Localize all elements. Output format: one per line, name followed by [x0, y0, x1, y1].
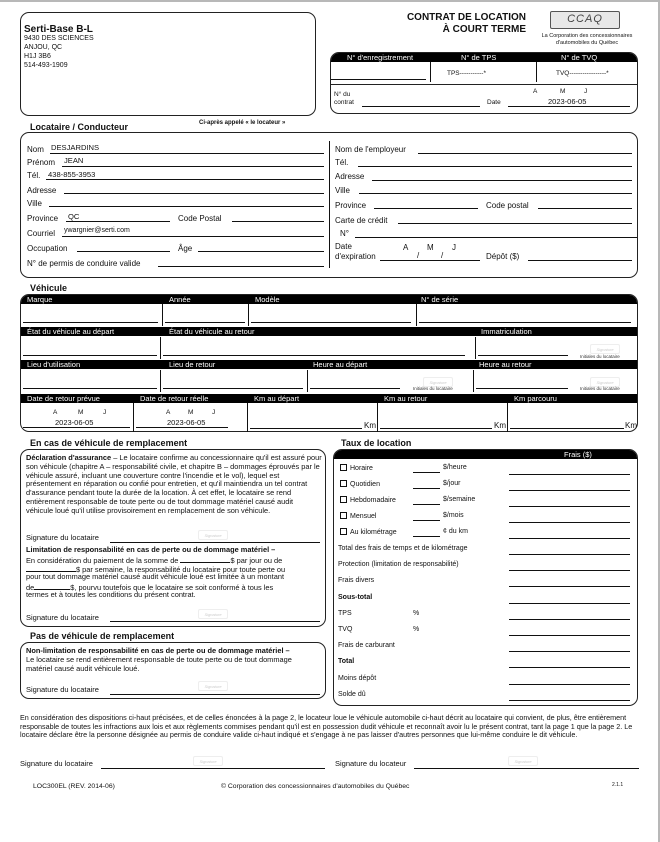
header-registration: N° d'enregistrement	[347, 53, 414, 62]
date-a: A	[53, 409, 58, 416]
tel-field[interactable]	[46, 179, 324, 180]
rate-checkbox[interactable]	[340, 512, 347, 519]
heure-depart-field[interactable]	[310, 388, 400, 389]
limitation-line-3: pour tout dommage matériel causé audit véhicule loué est limitée à un montant	[26, 572, 284, 581]
age-label: Âge	[178, 244, 193, 253]
total-fee-field[interactable]	[509, 619, 630, 620]
total-fee-field[interactable]	[509, 700, 630, 701]
immatriculation-field[interactable]	[478, 355, 568, 356]
credit-card-label: Carte de crédit	[335, 216, 388, 225]
no-replacement-section-title: Pas de véhicule de remplacement	[30, 631, 175, 641]
limitation-line-5: termes et à toutes les conditions du présent contrat.	[26, 590, 196, 599]
date-prevue-field	[23, 427, 130, 428]
date-reelle-field	[136, 427, 228, 428]
col-marque: Marque	[27, 295, 53, 304]
date-label: Date	[487, 99, 501, 106]
title-line-2: À COURT TERME	[442, 24, 526, 35]
signature-field[interactable]	[110, 694, 320, 695]
col-modele: Modèle	[255, 295, 280, 304]
fees-header-label: Frais ($)	[564, 450, 592, 459]
dealer-city: ANJOU, QC	[24, 44, 63, 51]
date-reelle-value[interactable]: 2023-06-05	[167, 418, 206, 427]
employer-name-label: Nom de l'employeur	[335, 145, 406, 154]
fee-field[interactable]	[509, 474, 630, 475]
age-field[interactable]	[198, 251, 324, 252]
tel-label: Tél.	[27, 171, 41, 180]
etat-depart-field[interactable]	[23, 355, 157, 356]
vehicle-header-row-4	[21, 394, 637, 403]
col-immatriculation: Immatriculation	[481, 327, 532, 336]
insurance-declaration-text: – Le locataire confirme au concessionnaire qu'il est assuré pour son véhicule (chapitre A – responsabilité civile, et chapitre B – dommages éprouvés par le véhicule assuré, incluant une couverture contre l'incendie et le vol), lequel est présentement en réparation ou confié pour entretien, et qu'il maintiendra un tel contrat d'assurance pendant toute la durée de la location. À cet effet, le locataire se rend entièrement responsable de toute perte ou de tout dommage matériel causé audit véhicule loué qu'il utilise provisoirement en remplacement de son véhicule.	[26, 453, 322, 515]
col-lieu-retour: Lieu de retour	[169, 360, 216, 369]
modele-field[interactable]	[251, 322, 411, 323]
card-no-field[interactable]	[355, 237, 637, 238]
col-etat-retour: État du véhicule au retour	[169, 327, 255, 336]
vehicle-box	[20, 294, 638, 432]
divider	[536, 62, 537, 82]
col-date-prevue: Date de retour prévue	[27, 394, 100, 403]
vehicle-header-row-2	[21, 327, 637, 336]
rate-checkbox[interactable]	[340, 480, 347, 487]
rate-amount-field[interactable]	[413, 504, 440, 505]
registration-box	[330, 52, 638, 114]
rate-unit: $/mois	[443, 512, 464, 519]
km-unit: Km	[625, 421, 637, 430]
depot-field[interactable]	[528, 260, 632, 261]
vehicle-header-row-3	[21, 360, 637, 369]
province-field[interactable]	[66, 221, 170, 222]
date-field	[508, 106, 630, 107]
signature-locateur-label: Signature du locateur	[335, 759, 407, 768]
employer-code-postal-label: Code postal	[486, 201, 529, 210]
rate-label: Quotidien	[350, 481, 380, 488]
occupation-field[interactable]	[77, 251, 170, 252]
non-limitation-title: Non-limitation de responsabilité en cas de perte ou de dommage matériel –	[26, 646, 290, 655]
fees-header	[334, 450, 637, 459]
rate-checkbox[interactable]	[340, 464, 347, 471]
credit-card-field[interactable]	[398, 223, 632, 224]
rate-amount-field[interactable]	[413, 536, 440, 537]
date-prevue-value[interactable]: 2023-06-05	[55, 418, 94, 427]
col-etat-depart: État du véhicule au départ	[27, 327, 115, 336]
signature-placeholder: Signature	[193, 756, 223, 766]
weekly-amount-field[interactable]	[26, 564, 76, 572]
heure-retour-field[interactable]	[476, 388, 568, 389]
registration-field[interactable]	[331, 79, 426, 80]
exp-slash: /	[417, 251, 420, 260]
employer-code-postal-field[interactable]	[538, 208, 632, 209]
nom-field[interactable]	[50, 153, 324, 154]
label-line: Date	[335, 242, 352, 251]
exp-a: A	[403, 243, 409, 252]
permis-label: N° de permis de conduire valide	[27, 259, 141, 268]
rate-amount-field[interactable]	[413, 488, 440, 489]
ville-field[interactable]	[49, 206, 324, 207]
km-retour-field[interactable]	[380, 428, 492, 429]
rate-unit: ¢ du km	[443, 528, 468, 535]
title-line-1: CONTRAT DE LOCATION	[406, 12, 526, 23]
percent-sign: %	[413, 609, 420, 617]
nom-value[interactable]: DESJARDINS	[51, 143, 100, 152]
tenant-note: Ci-après appelé « le locateur »	[199, 120, 286, 126]
courriel-field[interactable]	[62, 236, 324, 237]
col-km-retour: Km au retour	[384, 394, 428, 403]
divider	[416, 304, 417, 326]
date-m: M	[188, 409, 194, 416]
signature-label: Signature du locataire	[26, 533, 99, 542]
rate-unit: $/jour	[443, 480, 461, 487]
total-row-label: Total des frais de temps et de kilométrage	[338, 545, 468, 552]
total-row-label: Sous-total	[338, 593, 373, 601]
total-fee-field[interactable]	[509, 667, 630, 668]
text: $ par semaine, la responsabilité du locataire pour toute perte ou	[76, 565, 286, 574]
expiration-field[interactable]	[380, 260, 480, 261]
tps-number[interactable]: TPS-----------*	[447, 70, 486, 77]
dealer-address: 9430 DES SCIENCES	[24, 35, 94, 42]
col-lieu-utilisation: Lieu d'utilisation	[27, 360, 81, 369]
daily-amount-field[interactable]	[180, 555, 230, 563]
total-row-label: Frais de carburant	[338, 642, 395, 650]
km-unit: Km	[364, 421, 376, 430]
signature-placeholder: Signature	[198, 609, 228, 619]
ccaq-logo	[550, 11, 620, 29]
org-line-2: d'automobiles du Québec	[555, 40, 619, 46]
total-fee-field[interactable]	[509, 603, 630, 604]
col-date-reelle: Date de retour réelle	[140, 394, 209, 403]
limitation-title: Limitation de responsabilité en cas de perte ou de dommage matériel –	[26, 545, 276, 554]
text: de	[26, 583, 35, 592]
divider	[247, 403, 248, 432]
depot-label: Dépôt ($)	[486, 252, 520, 261]
col-annee: Année	[169, 295, 191, 304]
signature-field[interactable]	[110, 542, 320, 543]
rate-amount-field[interactable]	[413, 520, 440, 521]
total-fee-field[interactable]	[509, 570, 630, 571]
km-depart-field[interactable]	[250, 428, 362, 429]
text: En considération du paiement de la somme de	[26, 556, 179, 565]
divider	[331, 84, 638, 85]
adresse-label: Adresse	[27, 186, 57, 195]
signature-placeholder: Signature	[423, 377, 453, 387]
total-fee-field[interactable]	[509, 586, 630, 587]
col-serie: N° de série	[421, 295, 459, 304]
insurance-declaration	[26, 454, 322, 516]
divider	[430, 62, 431, 82]
total-fee-field[interactable]	[509, 554, 630, 555]
legal-text: En considération des dispositions ci-haut précisées, et de celles énoncées à la page 2, le locateur loue le véhicule automobile ci-haut décrit au locataire qui convient, de plus, être entièrement responsable de toutes les infractions aux lois et aux règlements commises pendant qu'il est en possession dudit véhicule et reconnaît avoir lu le présent contrat, tant la page 1 que la page 2. Le locataire déclare être la personne désignée au permis de conduire valide ci-haut indiqué et s'engage à ne pas laisser d'autres personnes que lui-même conduire le dit véhicule.	[20, 713, 633, 740]
tel-value[interactable]: 438-855-3953	[48, 170, 96, 179]
date-j: J	[584, 88, 588, 95]
vehicle-section-title: Véhicule	[30, 283, 68, 293]
divider	[329, 141, 330, 268]
dealer-postal: H1J 3B6	[24, 53, 51, 60]
rate-unit: $/semaine	[443, 496, 476, 503]
header-tps: N° de TPS	[461, 53, 497, 62]
employer-province-field[interactable]	[374, 208, 478, 209]
nom-label: Nom	[27, 145, 44, 154]
rate-label: Au kilométrage	[350, 529, 397, 536]
prenom-field[interactable]	[62, 166, 324, 167]
divider	[162, 304, 163, 326]
rate-checkbox[interactable]	[340, 496, 347, 503]
courriel-value[interactable]: ywargnier@serti.com	[64, 227, 130, 234]
divider	[377, 403, 378, 432]
total-row-label: TPS	[338, 609, 352, 617]
col-km-depart: Km au départ	[254, 394, 300, 403]
label-line: d'expiration	[335, 252, 376, 261]
signature-field[interactable]	[110, 621, 320, 622]
vehicle-header-row-1	[21, 295, 637, 304]
signature-placeholder: Signature	[590, 377, 620, 387]
date-j: J	[103, 409, 107, 416]
dealer-phone: 514-493-1909	[24, 62, 68, 69]
signature-placeholder: Signature	[198, 530, 228, 540]
province-label: Province	[27, 214, 59, 223]
divider	[507, 403, 508, 432]
code-postal-label: Code Postal	[178, 214, 222, 223]
divider	[133, 403, 134, 432]
divider	[307, 370, 308, 392]
annee-field[interactable]	[165, 322, 245, 323]
courriel-label: Courriel	[27, 229, 56, 238]
code-postal-field[interactable]	[232, 221, 324, 222]
signature-locataire-field[interactable]	[101, 768, 325, 769]
initials-label: Initiales du locataire	[580, 386, 620, 391]
org-name	[532, 33, 642, 47]
signature-locateur-field[interactable]	[414, 768, 639, 769]
copyright: © Corporation des concessionnaires d'automobiles du Québec	[221, 783, 410, 790]
km-parcouru-field[interactable]	[510, 428, 624, 429]
total-fee-field[interactable]	[509, 684, 630, 685]
date-a: A	[166, 409, 171, 416]
date-j: J	[212, 409, 216, 416]
total-fee-field[interactable]	[509, 651, 630, 652]
col-km-parcouru: Km parcouru	[514, 394, 557, 403]
total-row-label: Frais divers	[338, 577, 375, 585]
rate-label: Horaire	[350, 465, 373, 472]
rate-label: Hebdomadaire	[350, 497, 396, 504]
percent-sign: %	[413, 626, 420, 633]
contract-date[interactable]: 2023-06-05	[548, 97, 587, 106]
employer-ville-field[interactable]	[359, 193, 632, 194]
expiration-label	[335, 242, 376, 262]
contract-no-label	[334, 91, 354, 107]
signature-placeholder: Signature	[198, 681, 228, 691]
permis-field[interactable]	[158, 266, 324, 267]
divider	[248, 304, 249, 326]
total-row-label: Solde dû	[338, 690, 366, 698]
date-m: M	[560, 88, 566, 95]
org-line-1: La Corporation des concessionnaires	[541, 33, 633, 39]
exp-j: J	[452, 243, 456, 252]
contract-title	[380, 12, 526, 36]
divider	[160, 370, 161, 392]
prenom-value[interactable]: JEAN	[64, 156, 84, 165]
signature-placeholder: Signature	[590, 344, 620, 354]
km-unit: Km	[494, 421, 506, 430]
dealer-name: Serti-Base B-L	[24, 24, 93, 35]
rates-section-title: Taux de location	[341, 438, 412, 448]
signature-placeholder: Signature	[508, 756, 538, 766]
total-row-label: Protection (limitation de responsabilité)	[338, 561, 459, 569]
etat-retour-field[interactable]	[163, 355, 465, 356]
prenom-label: Prénom	[27, 158, 56, 167]
signature-label: Signature du locataire	[26, 613, 99, 622]
divider	[475, 337, 476, 359]
non-limitation-text: Le locataire se rend entièrement responsable de toute perte ou de tout dommage matériel causé audit véhicule loué.	[26, 655, 292, 673]
occupation-label: Occupation	[27, 244, 68, 253]
employer-province-label: Province	[335, 201, 367, 210]
employer-ville-label: Ville	[335, 186, 350, 195]
text: $ par jour ou de	[230, 556, 283, 565]
insurance-declaration-title: Déclaration d'assurance	[26, 453, 112, 462]
exp-m: M	[427, 243, 434, 252]
employer-tel-label: Tél.	[335, 158, 349, 167]
form-code: LOC300EL (REV. 2014-06)	[33, 783, 115, 790]
col-heure-depart: Heure au départ	[313, 360, 368, 369]
fee-field[interactable]	[509, 538, 630, 539]
total-row-label: TVQ	[338, 626, 353, 633]
version: 2.1.1	[612, 782, 624, 788]
employer-name-field[interactable]	[418, 153, 632, 154]
lieu-utilisation-field[interactable]	[23, 388, 157, 389]
label-line: contrat	[334, 99, 354, 106]
adresse-field[interactable]	[64, 193, 324, 194]
divider	[160, 337, 161, 359]
province-value[interactable]: QC	[68, 212, 80, 221]
initials-label: Initiales du locataire	[580, 354, 620, 359]
signature-label: Signature du locataire	[26, 685, 99, 694]
employer-adresse-field[interactable]	[372, 180, 632, 181]
total-row-label: Total	[338, 658, 355, 666]
header-tvq: N° de TVQ	[561, 53, 598, 62]
rate-unit: $/heure	[443, 464, 467, 471]
employer-adresse-label: Adresse	[335, 172, 365, 181]
contract-no-field[interactable]	[362, 106, 480, 107]
max-amount-field[interactable]	[34, 582, 70, 590]
rate-amount-field[interactable]	[413, 472, 440, 473]
marque-field[interactable]	[23, 322, 158, 323]
fee-field[interactable]	[509, 506, 630, 507]
rate-label: Mensuel	[350, 513, 377, 520]
exp-slash: /	[441, 251, 444, 260]
total-row-label: Moins dépôt	[338, 674, 377, 682]
fee-field[interactable]	[509, 522, 630, 523]
tenant-section-title: Locataire / Conducteur	[30, 122, 129, 132]
card-no-label: N°	[340, 229, 349, 238]
tvq-number[interactable]: TVQ-----------------*	[556, 70, 609, 77]
col-heure-retour: Heure au retour	[479, 360, 532, 369]
registration-header	[331, 53, 637, 62]
replacement-section-title: En cas de véhicule de remplacement	[30, 438, 188, 448]
total-fee-field[interactable]	[509, 635, 630, 636]
logo-icon: CCAQ	[567, 13, 603, 25]
ville-label: Ville	[27, 199, 42, 208]
signature-locataire-label: Signature du locataire	[20, 759, 93, 768]
date-m: M	[78, 409, 84, 416]
date-a: A	[533, 88, 538, 95]
employer-tel-field[interactable]	[358, 166, 632, 167]
serie-field[interactable]	[419, 322, 631, 323]
text: $, pourvu toutefois que le locataire se soit conformé à tous les	[70, 583, 274, 592]
label-line: N° du	[334, 91, 351, 98]
lieu-retour-field[interactable]	[163, 388, 303, 389]
initials-label: Initiales du locataire	[413, 386, 453, 391]
divider	[473, 370, 474, 392]
rate-checkbox[interactable]	[340, 528, 347, 535]
fee-field[interactable]	[509, 490, 630, 491]
